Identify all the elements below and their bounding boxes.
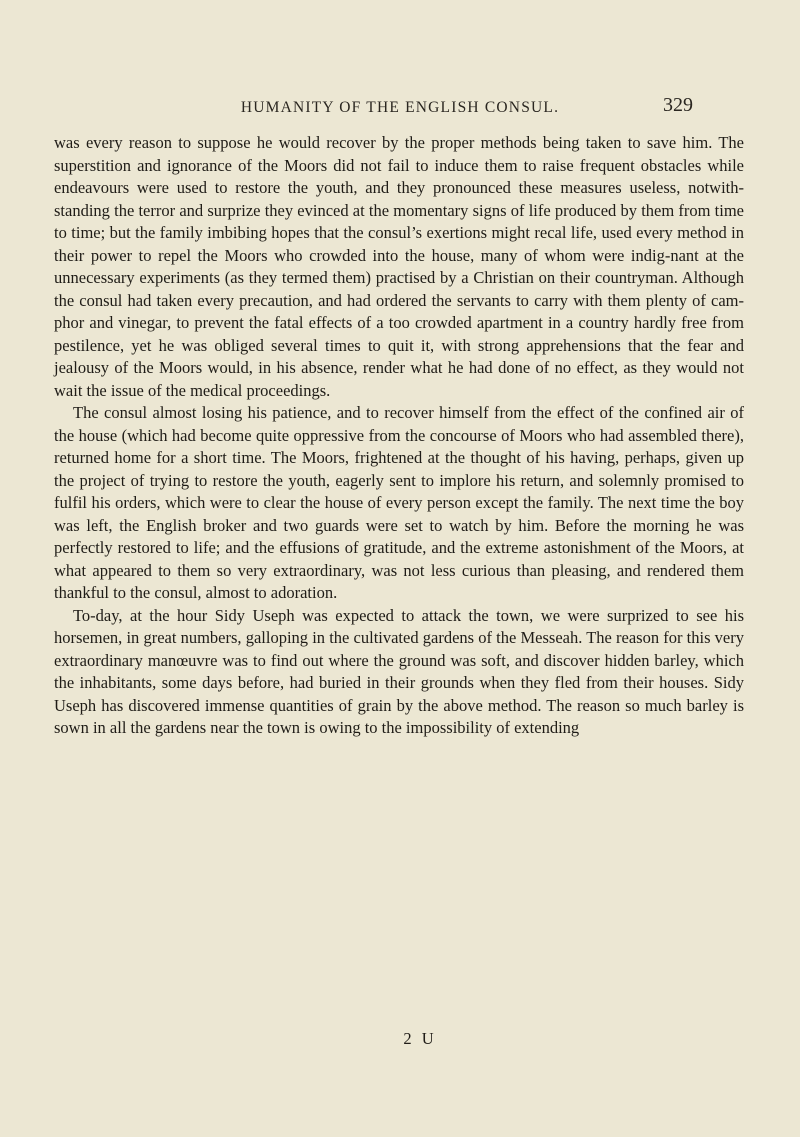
paragraph-2: The consul almost losing his patience, and to recover himself from the effect of the confined air of the house (which had become quite oppressive from the concourse of Moors who had assembled there), returned home for a short time. The Moors, frightened at the thought of his having, perhaps, given up the project of trying to restore the youth, eagerly sent to implore his return, and solemnly promised to fulfil his orders, which were to clear the house of every person except the family. The next time the boy was left, the English broker and two guards were set to watch by him. Before the morning he was perfectly restored to life; and the effusions of gratitude, and the extreme astonishment of the Moors, at what appeared to them so very extraordinary, was not less curious than pleasing, and rendered them thankful to the consul, almost to adoration.: [54, 403, 744, 602]
body-text: [54, 132, 744, 740]
paragraph-1: was every reason to suppose he would recover by the proper methods being taken to save him. The superstition and ignorance of the Moors did not fail to induce them to raise frequent obstacles while endeavours were used to restore the youth, and they pronounced these measures useless, notwith-standing the terror and surprize they evinced at the momentary signs of life produced by them from time to time; but the family imbibing hopes that the consul’s exertions might recal life, used every method in their power to repel the Moors who crowded into the house, many of whom were indig-nant at the unnecessary experiments (as they termed them) practised by a Christian on their countryman. Although the consul had taken every precaution, and had ordered the servants to carry with them plenty of cam-phor and vinegar, to prevent the fatal effects of a too crowded apartment in a country hardly free from pestilence, yet he was obliged several times to quit it, with strong apprehensions that the fear and jealousy of the Moors would, in his absence, render what he had done of no effect, as they would not wait the issue of the medical proceedings.: [54, 133, 744, 400]
signature-line: [0, 1029, 800, 1049]
running-title: HUMANITY OF THE ENGLISH CONSUL.: [240, 99, 560, 116]
page-number: 329: [663, 94, 693, 116]
paragraph-3: To-day, at the hour Sidy Useph was expected to attack the town, we were surprized to see his horsemen, in great numbers, galloping in the cultivated gardens of the Messeah. The reason for this very extraordinary manœuvre was to find out where the ground was soft, and discover hidden barley, which the inhabitants, some days before, had buried in their grounds when they fled from their houses. Sidy Useph has discovered immense quantities of grain by the above method. The reason so much barley is sown in all the gardens near the town is owing to the impossibility of extending: [54, 605, 744, 737]
running-head: [0, 95, 800, 125]
signature-mark: 2 U: [403, 1029, 437, 1048]
